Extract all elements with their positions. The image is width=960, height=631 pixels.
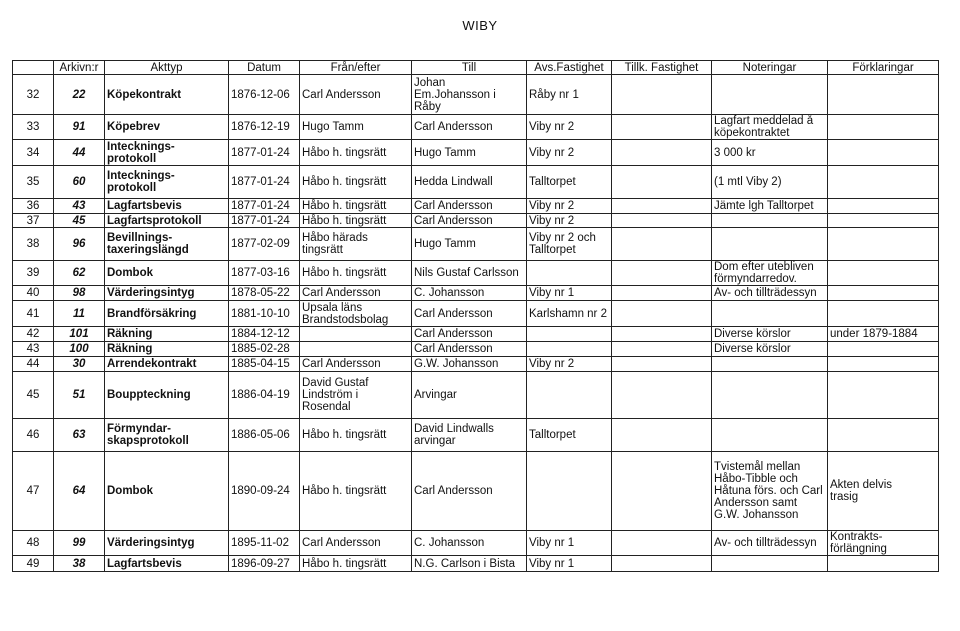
fran-cell: Carl Andersson — [300, 286, 412, 301]
row-number: 36 — [13, 199, 54, 214]
tillk-fastighet-cell — [612, 556, 712, 572]
table-row — [13, 214, 939, 228]
arkivnr-cell: 99 — [54, 531, 105, 556]
akttyp-cell: Dombok — [105, 452, 229, 531]
forklaringar-cell — [828, 357, 939, 372]
table-row — [13, 327, 939, 342]
table-row — [13, 115, 939, 140]
noteringar-cell — [712, 357, 828, 372]
table-row — [13, 531, 939, 556]
akttyp-cell: Arrendekontrakt — [105, 357, 229, 372]
tillk-fastighet-cell — [612, 75, 712, 115]
fran-cell: Carl Andersson — [300, 75, 412, 115]
noteringar-cell — [712, 556, 828, 572]
row-number: 37 — [13, 214, 54, 228]
akttyp-cell: Räkning — [105, 342, 229, 357]
tillk-fastighet-cell — [612, 286, 712, 301]
till-cell: Nils Gustaf Carlsson — [412, 261, 527, 286]
avs-fastighet-cell: Viby nr 1 — [527, 556, 612, 572]
till-cell: Hedda Lindwall — [412, 166, 527, 199]
till-cell: Carl Andersson — [412, 115, 527, 140]
akttyp-cell: Lagfartsprotokoll — [105, 214, 229, 228]
fran-cell: Håbo h. tingsrätt — [300, 556, 412, 572]
datum-cell: 1876-12-06 — [229, 75, 300, 115]
akttyp-cell: Köpebrev — [105, 115, 229, 140]
table-row — [13, 286, 939, 301]
forklaringar-cell — [828, 286, 939, 301]
datum-cell: 1877-01-24 — [229, 140, 300, 166]
tillk-fastighet-cell — [612, 531, 712, 556]
till-cell: Hugo Tamm — [412, 228, 527, 261]
fran-cell — [300, 327, 412, 342]
fran-cell: Håbo h. tingsrätt — [300, 261, 412, 286]
avs-fastighet-cell: Viby nr 2 — [527, 214, 612, 228]
till-cell: Carl Andersson — [412, 327, 527, 342]
datum-cell: 1886-05-06 — [229, 419, 300, 452]
forklaringar-cell — [828, 214, 939, 228]
noteringar-cell — [712, 419, 828, 452]
header-arkivnr: Arkivn:r — [54, 61, 105, 75]
table-row — [13, 228, 939, 261]
forklaringar-cell — [828, 419, 939, 452]
arkivnr-cell: 100 — [54, 342, 105, 357]
avs-fastighet-cell — [527, 452, 612, 531]
datum-cell: 1877-02-09 — [229, 228, 300, 261]
fran-cell: David Gustaf Lindström i Rosendal — [300, 372, 412, 419]
table-row — [13, 75, 939, 115]
row-number: 45 — [13, 372, 54, 419]
till-cell: David Lindwalls arvingar — [412, 419, 527, 452]
header-fran: Från/efter — [300, 61, 412, 75]
till-cell: C. Johansson — [412, 531, 527, 556]
noteringar-cell — [712, 75, 828, 115]
arkivnr-cell: 45 — [54, 214, 105, 228]
tillk-fastighet-cell — [612, 140, 712, 166]
noteringar-cell: Jämte lgh Talltorpet — [712, 199, 828, 214]
akttyp-cell: Värderingsintyg — [105, 286, 229, 301]
avs-fastighet-cell: Viby nr 2 — [527, 357, 612, 372]
row-number: 33 — [13, 115, 54, 140]
arkivnr-cell: 38 — [54, 556, 105, 572]
fran-cell: Håbo h. tingsrätt — [300, 214, 412, 228]
header-datum: Datum — [229, 61, 300, 75]
noteringar-cell — [712, 301, 828, 327]
header-noteringar: Noteringar — [712, 61, 828, 75]
arkivnr-cell: 91 — [54, 115, 105, 140]
tillk-fastighet-cell — [612, 452, 712, 531]
datum-cell: 1896-09-27 — [229, 556, 300, 572]
forklaringar-cell: Akten delvis trasig — [828, 452, 939, 531]
till-cell: N.G. Carlson i Bista — [412, 556, 527, 572]
table-row — [13, 199, 939, 214]
tillk-fastighet-cell — [612, 419, 712, 452]
datum-cell: 1876-12-19 — [229, 115, 300, 140]
datum-cell: 1881-10-10 — [229, 301, 300, 327]
noteringar-cell — [712, 214, 828, 228]
akttyp-cell: Bevillnings- taxeringslängd — [105, 228, 229, 261]
avs-fastighet-cell: Talltorpet — [527, 166, 612, 199]
arkivnr-cell: 51 — [54, 372, 105, 419]
datum-cell: 1877-01-24 — [229, 214, 300, 228]
arkivnr-cell: 60 — [54, 166, 105, 199]
till-cell: Carl Andersson — [412, 452, 527, 531]
tillk-fastighet-cell — [612, 228, 712, 261]
noteringar-cell: Av- och tillträdessyn — [712, 286, 828, 301]
akttyp-cell: Köpekontrakt — [105, 75, 229, 115]
noteringar-cell: Tvistemål mellan Håbo-Tibble och Håtuna förs. och Carl Andersson samt G.W. Johansson — [712, 452, 828, 531]
datum-cell: 1895-11-02 — [229, 531, 300, 556]
row-number: 40 — [13, 286, 54, 301]
avs-fastighet-cell — [527, 372, 612, 419]
till-cell: Carl Andersson — [412, 301, 527, 327]
avs-fastighet-cell — [527, 327, 612, 342]
datum-cell: 1886-04-19 — [229, 372, 300, 419]
avs-fastighet-cell: Viby nr 2 — [527, 199, 612, 214]
fran-cell: Håbo h. tingsrätt — [300, 140, 412, 166]
row-number: 49 — [13, 556, 54, 572]
fran-cell: Carl Andersson — [300, 357, 412, 372]
tillk-fastighet-cell — [612, 372, 712, 419]
header-index — [13, 61, 54, 75]
forklaringar-cell — [828, 261, 939, 286]
akttyp-cell: Intecknings- protokoll — [105, 140, 229, 166]
fran-cell: Håbo härads tingsrätt — [300, 228, 412, 261]
forklaringar-cell — [828, 342, 939, 357]
row-number: 35 — [13, 166, 54, 199]
till-cell: Johan Em.Johansson i Råby — [412, 75, 527, 115]
table-row — [13, 342, 939, 357]
arkivnr-cell: 101 — [54, 327, 105, 342]
fran-cell: Hugo Tamm — [300, 115, 412, 140]
noteringar-cell: Dom efter utebliven förmyndarredov. — [712, 261, 828, 286]
table-row — [13, 261, 939, 286]
header-avs: Avs.Fastighet — [527, 61, 612, 75]
noteringar-cell — [712, 372, 828, 419]
till-cell: Carl Andersson — [412, 342, 527, 357]
akttyp-cell: Brandförsäkring — [105, 301, 229, 327]
datum-cell: 1877-03-16 — [229, 261, 300, 286]
fran-cell: Upsala läns Brandstodsbolag — [300, 301, 412, 327]
datum-cell: 1885-02-28 — [229, 342, 300, 357]
tillk-fastighet-cell — [612, 115, 712, 140]
register-table — [12, 60, 939, 572]
till-cell: Carl Andersson — [412, 214, 527, 228]
table-row — [13, 372, 939, 419]
datum-cell: 1877-01-24 — [229, 166, 300, 199]
tillk-fastighet-cell — [612, 357, 712, 372]
avs-fastighet-cell: Karlshamn nr 2 — [527, 301, 612, 327]
noteringar-cell — [712, 228, 828, 261]
akttyp-cell: Dombok — [105, 261, 229, 286]
tillk-fastighet-cell — [612, 342, 712, 357]
header-akttyp: Akttyp — [105, 61, 229, 75]
table-row — [13, 166, 939, 199]
row-number: 34 — [13, 140, 54, 166]
arkivnr-cell: 22 — [54, 75, 105, 115]
forklaringar-cell — [828, 372, 939, 419]
tillk-fastighet-cell — [612, 214, 712, 228]
akttyp-cell: Förmyndar- skapsprotokoll — [105, 419, 229, 452]
row-number: 46 — [13, 419, 54, 452]
table-row — [13, 301, 939, 327]
fran-cell: Carl Andersson — [300, 531, 412, 556]
row-number: 47 — [13, 452, 54, 531]
arkivnr-cell: 64 — [54, 452, 105, 531]
arkivnr-cell: 44 — [54, 140, 105, 166]
row-number: 41 — [13, 301, 54, 327]
avs-fastighet-cell: Viby nr 2 — [527, 115, 612, 140]
datum-cell: 1890-09-24 — [229, 452, 300, 531]
avs-fastighet-cell: Talltorpet — [527, 419, 612, 452]
arkivnr-cell: 11 — [54, 301, 105, 327]
noteringar-cell: (1 mtl Viby 2) — [712, 166, 828, 199]
arkivnr-cell: 62 — [54, 261, 105, 286]
till-cell: Hugo Tamm — [412, 140, 527, 166]
forklaringar-cell: under 1879-1884 — [828, 327, 939, 342]
arkivnr-cell: 43 — [54, 199, 105, 214]
fran-cell: Håbo h. tingsrätt — [300, 452, 412, 531]
forklaringar-cell — [828, 140, 939, 166]
arkivnr-cell: 30 — [54, 357, 105, 372]
page-title: WIBY — [462, 18, 498, 33]
arkivnr-cell: 63 — [54, 419, 105, 452]
till-cell: C. Johansson — [412, 286, 527, 301]
tillk-fastighet-cell — [612, 199, 712, 214]
avs-fastighet-cell: Viby nr 1 — [527, 286, 612, 301]
table-row — [13, 452, 939, 531]
till-cell: Arvingar — [412, 372, 527, 419]
arkivnr-cell: 96 — [54, 228, 105, 261]
avs-fastighet-cell — [527, 342, 612, 357]
tillk-fastighet-cell — [612, 327, 712, 342]
header-forklaringar: Förklaringar — [828, 61, 939, 75]
avs-fastighet-cell: Viby nr 2 — [527, 140, 612, 166]
arkivnr-cell: 98 — [54, 286, 105, 301]
header-till: Till — [412, 61, 527, 75]
noteringar-cell: 3 000 kr — [712, 140, 828, 166]
forklaringar-cell: Kontrakts- förlängning — [828, 531, 939, 556]
tillk-fastighet-cell — [612, 261, 712, 286]
akttyp-cell: Lagfartsbevis — [105, 199, 229, 214]
row-number: 32 — [13, 75, 54, 115]
table-row — [13, 140, 939, 166]
table-row — [13, 357, 939, 372]
avs-fastighet-cell: Viby nr 2 och Talltorpet — [527, 228, 612, 261]
fran-cell — [300, 342, 412, 357]
till-cell: G.W. Johansson — [412, 357, 527, 372]
akttyp-cell: Intecknings- protokoll — [105, 166, 229, 199]
forklaringar-cell — [828, 166, 939, 199]
datum-cell: 1878-05-22 — [229, 286, 300, 301]
row-number: 48 — [13, 531, 54, 556]
header-tillk: Tillk. Fastighet — [612, 61, 712, 75]
fran-cell: Håbo h. tingsrätt — [300, 199, 412, 214]
row-number: 38 — [13, 228, 54, 261]
noteringar-cell: Av- och tillträdessyn — [712, 531, 828, 556]
noteringar-cell: Diverse körslor — [712, 327, 828, 342]
header-row — [13, 61, 939, 75]
tillk-fastighet-cell — [612, 166, 712, 199]
datum-cell: 1885-04-15 — [229, 357, 300, 372]
avs-fastighet-cell: Viby nr 1 — [527, 531, 612, 556]
row-number: 44 — [13, 357, 54, 372]
row-number: 42 — [13, 327, 54, 342]
avs-fastighet-cell: Råby nr 1 — [527, 75, 612, 115]
noteringar-cell: Diverse körslor — [712, 342, 828, 357]
noteringar-cell: Lagfart meddelad å köpekontraktet — [712, 115, 828, 140]
forklaringar-cell — [828, 115, 939, 140]
forklaringar-cell — [828, 228, 939, 261]
datum-cell: 1877-01-24 — [229, 199, 300, 214]
forklaringar-cell — [828, 556, 939, 572]
forklaringar-cell — [828, 301, 939, 327]
row-number: 43 — [13, 342, 54, 357]
akttyp-cell: Värderingsintyg — [105, 531, 229, 556]
akttyp-cell: Räkning — [105, 327, 229, 342]
fran-cell: Håbo h. tingsrätt — [300, 166, 412, 199]
table-row — [13, 556, 939, 572]
row-number: 39 — [13, 261, 54, 286]
till-cell: Carl Andersson — [412, 199, 527, 214]
akttyp-cell: Bouppteckning — [105, 372, 229, 419]
forklaringar-cell — [828, 199, 939, 214]
forklaringar-cell — [828, 75, 939, 115]
fran-cell: Håbo h. tingsrätt — [300, 419, 412, 452]
datum-cell: 1884-12-12 — [229, 327, 300, 342]
avs-fastighet-cell — [527, 261, 612, 286]
tillk-fastighet-cell — [612, 301, 712, 327]
table-row — [13, 419, 939, 452]
akttyp-cell: Lagfartsbevis — [105, 556, 229, 572]
